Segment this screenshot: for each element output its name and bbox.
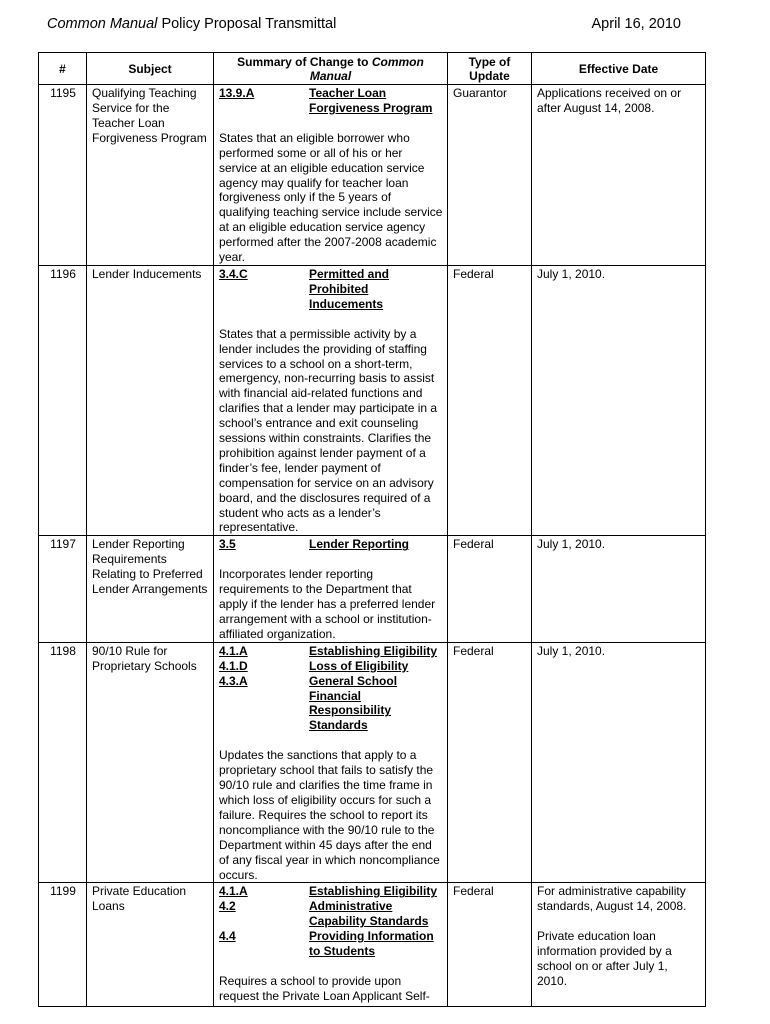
section-reference	[219, 899, 443, 929]
section-title: Establishing Eligibility	[309, 884, 438, 899]
row-subject: 90/10 Rule for Proprietary Schools	[87, 642, 214, 883]
row-summary	[214, 85, 448, 266]
row-number: 1197	[39, 536, 87, 642]
section-reference	[219, 86, 443, 116]
row-update-type: Federal	[448, 642, 532, 883]
summary-header-prefix: Summary of Change to	[237, 54, 372, 69]
section-number: 4.2	[219, 899, 236, 914]
row-subject: Lender Reporting Requirements Relating to Preferred Lender Arrangements	[87, 536, 214, 642]
column-header-type: Type of Update	[448, 53, 532, 85]
section-number: 4.1.D	[219, 658, 248, 673]
change-description: Requires a school to provide upon request the Private Loan Applicant Self-	[219, 973, 430, 1003]
row-effective-date	[532, 642, 706, 883]
change-description: States that a permissible activity by a lender includes the providing of staffing services to a school on a short-term, emergency, non-recurring basis to assist with financial aid-related functions and clarifies that a lender may participate in a school’s entrance and exit counseling sessions within constraints. Clarifies the prohibition against lender payment of a finder’s fee, lender payment of compensation for service on an advisory board, and the disclosures required of a student who acts as a lender’s representative.	[219, 326, 438, 535]
change-description: Updates the sanctions that apply to a proprietary school that fails to satisfy the 90/10 rule and clarifies the time frame in which loss of eligibility occurs for such a failure. Requires the school to report its noncompliance with the 90/10 rule to the Department within 45 days after the end of any fiscal year in which noncompliance occurs.	[219, 748, 440, 882]
section-number: 3.4.C	[219, 266, 248, 281]
table-body	[39, 85, 706, 1007]
row-number: 1198	[39, 642, 87, 883]
table-row	[39, 883, 706, 1007]
policy-table	[38, 52, 706, 1007]
table-row	[39, 536, 706, 642]
change-description: Incorporates lender reporting requirements to the Department that apply if the lender has a preferred lender arrangement with a school or institution-affiliated organization.	[219, 567, 436, 641]
row-effective-date	[532, 265, 706, 535]
column-header-subject: Subject	[87, 53, 214, 85]
column-header-summary	[214, 53, 448, 85]
column-header-effective: Effective Date	[532, 53, 706, 85]
page-header	[47, 16, 681, 32]
row-subject: Lender Inducements	[87, 265, 214, 535]
section-reference	[219, 884, 443, 899]
section-reference	[219, 929, 443, 959]
section-number: 3.5	[219, 537, 236, 552]
row-update-type: Federal	[448, 265, 532, 535]
section-title: Establishing Eligibility	[309, 643, 438, 658]
document-date: April 16, 2010	[591, 16, 681, 32]
section-number: 4.1.A	[219, 884, 248, 899]
column-header-number: #	[39, 53, 87, 85]
row-update-type: Federal	[448, 883, 532, 1007]
section-number: 13.9.A	[219, 86, 255, 100]
row-subject: Qualifying Teaching Service for the Teacher Loan Forgiveness Program	[87, 85, 214, 266]
table-row	[39, 85, 706, 266]
section-title: Loss of Eligibility	[309, 658, 409, 673]
row-summary	[214, 265, 448, 535]
section-number: 4.3.A	[219, 673, 248, 688]
row-summary	[214, 883, 448, 1007]
effective-date-text: July 1, 2010.	[537, 537, 606, 552]
section-reference	[219, 267, 443, 312]
effective-date-text: For administrative capability standards, August 14, 2008.	[537, 884, 687, 914]
header-row	[39, 53, 706, 85]
effective-date-text: Applications received on or after August 14, 2008.	[537, 86, 682, 115]
row-number: 1195	[39, 85, 87, 266]
row-effective-date	[532, 536, 706, 642]
section-number: 4.1.A	[219, 643, 248, 658]
section-reference	[219, 659, 443, 674]
section-reference	[219, 537, 443, 552]
row-number: 1196	[39, 265, 87, 535]
section-title: Lender Reporting	[309, 537, 410, 552]
row-effective-date	[532, 883, 706, 1007]
summary-header-manual: Common Manual	[309, 54, 424, 83]
table-row	[39, 265, 706, 535]
row-number: 1199	[39, 883, 87, 1007]
table-row	[39, 642, 706, 883]
row-update-type: Guarantor	[448, 85, 532, 266]
section-title: Teacher Loan Forgiveness Program	[309, 86, 433, 115]
section-title: General School Financial Responsibility Standards	[309, 673, 398, 733]
change-description: States that an eligible borrower who performed some or all of his or her service at an eligible education service agency may qualify for teacher loan forgiveness only if the 5 years of qualifying teaching service include service at an eligible education service agency performed after the 2007-2008 academic year.	[219, 130, 443, 265]
effective-date-note: Private education loan information provided by a school on or after July 1, 2010.	[537, 929, 672, 988]
document-title	[47, 16, 336, 32]
title-manual-name: Common Manual	[47, 16, 158, 32]
row-summary	[214, 642, 448, 883]
section-title: Permitted and Prohibited Inducements	[309, 266, 390, 311]
row-effective-date	[532, 85, 706, 266]
section-title: Administrative Capability Standards	[309, 899, 429, 929]
row-summary	[214, 536, 448, 642]
section-title: Providing Information to Students	[309, 929, 434, 959]
effective-date-text: July 1, 2010.	[537, 266, 606, 281]
section-number: 4.4	[219, 929, 236, 944]
effective-date-text: July 1, 2010.	[537, 643, 606, 658]
row-update-type: Federal	[448, 536, 532, 642]
section-reference	[219, 644, 443, 659]
row-subject: Private Education Loans	[87, 883, 214, 1007]
title-rest: Policy Proposal Transmittal	[157, 16, 337, 32]
section-reference	[219, 674, 443, 734]
